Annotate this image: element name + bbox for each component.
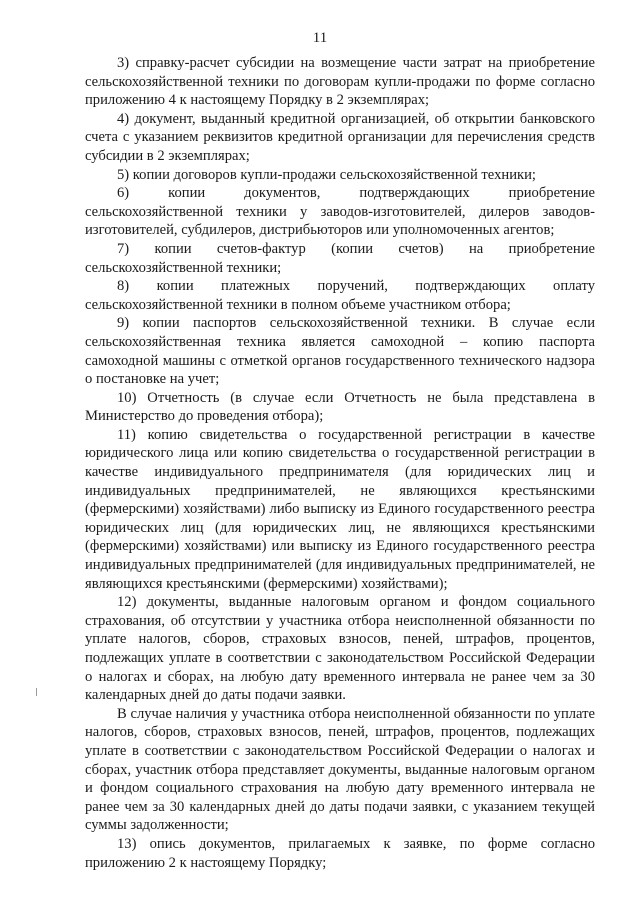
paragraph-item-4: 4) документ, выданный кредитной организацией, об открытии банковского счета с указанием реквизитов кредитной организации для перечисления средств субсидии в 2 экземплярах;: [85, 110, 595, 164]
paragraph-debt-case: В случае наличия у участника отбора неисполненной обязанности по уплате налогов, сборов, страховых взносов, пеней, штрафов, процентов, подлежащих уплате в соответствии с законодательством Российской Федерации о налогах и сборах, участник отбора представляет документы, выданные налоговым органом и фондом социального страхования на любую дату временного интервала не ранее чем за 30 календарных дней до даты подачи заявки, с указанием текущей суммы задолженности;: [85, 705, 595, 834]
paragraph-item-3: 3) справку-расчет субсидии на возмещение части затрат на приобретение сельскохозяйственной техники по договорам купли-продажи по форме согласно приложению 4 к настоящему Порядку в 2 экземплярах;: [85, 55, 595, 109]
paragraph-item-12: 12) документы, выданные налоговым органом и фондом социального страхования, об отсутствии у участника отбора неисполненной обязанности по уплате налогов, сборов, страховых взносов, пеней, штрафов, процентов, подлежащих уплате в соответствии с законодательством Российской Федерации о налогах и сборах, на любую дату временного интервала не ранее чем за 30 календарных дней до даты подачи заявки.: [85, 594, 595, 704]
margin-mark: [36, 688, 37, 696]
paragraph-item-6: 6) копии документов, подтверждающих приобретение сельскохозяйственной техники у заводов-изготовителей, дилеров заводов-изготовителей, субдилеров, дистрибьюторов или уполномоченных агентов;: [85, 185, 595, 239]
paragraph-item-13: 13) опись документов, прилагаемых к заявке, по форме согласно приложению 2 к настоящему Порядку;: [85, 835, 595, 871]
paragraph-item-10: 10) Отчетность (в случае если Отчетность не была представлена в Министерство до проведения отбора);: [85, 389, 595, 425]
paragraph-item-7: 7) копии счетов-фактур (копии счетов) на приобретение сельскохозяйственной техники;: [85, 240, 595, 276]
paragraph-item-5: 5) копии договоров купли-продажи сельскохозяйственной техники;: [117, 166, 536, 183]
paragraph-item-8: 8) копии платежных поручений, подтверждающих оплату сельскохозяйственной техники в полном объеме участником отбора;: [85, 278, 595, 313]
paragraph-item-11: 11) копию свидетельства о государственной регистрации в качестве юридического лица или копию свидетельства о государственной регистрации в качестве индивидуального предпринимателя (для юридических лиц и индивидуальных предпринимателей, не являющихся крестьянскими (фермерскими) хозяйствами) либо выписку из Единого государственного реестра юридических лиц (для юридических лиц, не являющихся крестьянскими (фермерскими) хозяйствами) или выписку из Единого государственного реестра индивидуальных предпринимателей (для индивидуальных предпринимателей, не являющихся крестьянскими (фермерскими) хозяйствами);: [85, 426, 595, 592]
page-number: 11: [312, 30, 328, 46]
paragraph-item-9: 9) копии паспортов сельскохозяйственной техники. В случае если сельскохозяйственная техника является самоходной – копию паспорта самоходной машины с отметкой органов государственного технического надзора о постановке на учет;: [85, 315, 595, 388]
document-body: [85, 54, 595, 872]
